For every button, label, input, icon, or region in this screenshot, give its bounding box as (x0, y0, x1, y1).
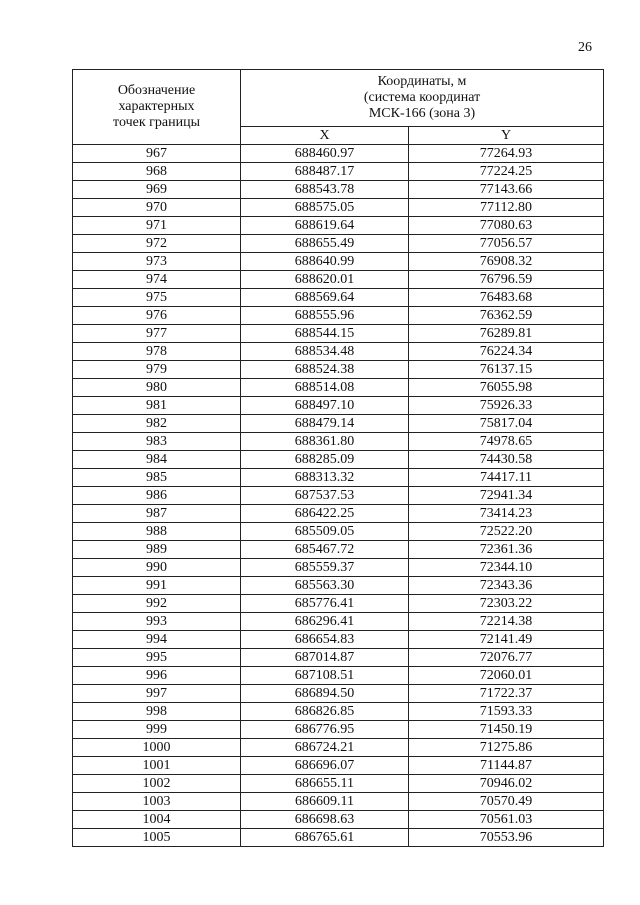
coords-header-line: (система координат (363, 90, 481, 105)
y-cell: 70553.96 (409, 829, 604, 847)
x-cell: 687537.53 (241, 487, 409, 505)
table-row (73, 631, 604, 649)
table-row (73, 739, 604, 757)
y-cell: 71722.37 (409, 685, 604, 703)
x-cell: 688619.64 (241, 217, 409, 235)
table-row (73, 253, 604, 271)
y-cell: 72214.38 (409, 613, 604, 631)
point-cell: 981 (73, 397, 241, 415)
point-cell: 983 (73, 433, 241, 451)
table-row (73, 199, 604, 217)
point-cell: 982 (73, 415, 241, 433)
y-cell: 72941.34 (409, 487, 604, 505)
x-cell: 688555.96 (241, 307, 409, 325)
table-row (73, 811, 604, 829)
x-cell: 688497.10 (241, 397, 409, 415)
point-header-line: точек границы (113, 115, 200, 130)
y-cell: 73414.23 (409, 505, 604, 523)
coordinates-column-header (241, 70, 604, 127)
y-cell: 71450.19 (409, 721, 604, 739)
point-cell: 995 (73, 649, 241, 667)
point-cell: 986 (73, 487, 241, 505)
x-cell: 685776.41 (241, 595, 409, 613)
x-cell: 685559.37 (241, 559, 409, 577)
point-cell: 972 (73, 235, 241, 253)
point-cell: 987 (73, 505, 241, 523)
point-header-line: характерных (118, 99, 195, 114)
y-cell: 77264.93 (409, 145, 604, 163)
x-cell: 687108.51 (241, 667, 409, 685)
point-cell: 984 (73, 451, 241, 469)
x-column-header: X (241, 127, 409, 145)
y-cell: 71144.87 (409, 757, 604, 775)
y-cell: 74430.58 (409, 451, 604, 469)
x-cell: 686698.63 (241, 811, 409, 829)
table-row (73, 703, 604, 721)
coords-header-line: Координаты, м (377, 74, 467, 89)
y-column-header: Y (409, 127, 604, 145)
table-row (73, 163, 604, 181)
x-cell: 686894.50 (241, 685, 409, 703)
x-cell: 688620.01 (241, 271, 409, 289)
y-cell: 76289.81 (409, 325, 604, 343)
x-cell: 688361.80 (241, 433, 409, 451)
point-cell: 990 (73, 559, 241, 577)
y-cell: 70561.03 (409, 811, 604, 829)
point-cell: 977 (73, 325, 241, 343)
point-cell: 993 (73, 613, 241, 631)
point-cell: 969 (73, 181, 241, 199)
point-cell: 1003 (73, 793, 241, 811)
x-cell: 688487.17 (241, 163, 409, 181)
table-row (73, 235, 604, 253)
x-cell: 686696.07 (241, 757, 409, 775)
y-cell: 77056.57 (409, 235, 604, 253)
point-cell: 988 (73, 523, 241, 541)
coords-header-line: МСК-166 (зона 3) (368, 106, 476, 121)
table-row (73, 451, 604, 469)
point-cell: 976 (73, 307, 241, 325)
point-cell: 980 (73, 379, 241, 397)
point-cell: 992 (73, 595, 241, 613)
table-header (73, 70, 604, 145)
x-cell: 688640.99 (241, 253, 409, 271)
table-row (73, 793, 604, 811)
y-cell: 76796.59 (409, 271, 604, 289)
table-row (73, 829, 604, 847)
x-cell: 686826.85 (241, 703, 409, 721)
point-cell: 996 (73, 667, 241, 685)
x-cell: 686654.83 (241, 631, 409, 649)
point-column-header (73, 70, 241, 145)
table-row (73, 343, 604, 361)
y-cell: 76908.32 (409, 253, 604, 271)
y-cell: 74978.65 (409, 433, 604, 451)
point-cell: 989 (73, 541, 241, 559)
x-cell: 688544.15 (241, 325, 409, 343)
table-row (73, 523, 604, 541)
table-row (73, 415, 604, 433)
x-cell: 686296.41 (241, 613, 409, 631)
point-cell: 1001 (73, 757, 241, 775)
table-row (73, 721, 604, 739)
point-cell: 971 (73, 217, 241, 235)
x-cell: 685563.30 (241, 577, 409, 595)
table-row (73, 307, 604, 325)
y-cell: 77143.66 (409, 181, 604, 199)
point-cell: 967 (73, 145, 241, 163)
x-cell: 688655.49 (241, 235, 409, 253)
y-cell: 72141.49 (409, 631, 604, 649)
x-cell: 688524.38 (241, 361, 409, 379)
table-row (73, 649, 604, 667)
y-cell: 70946.02 (409, 775, 604, 793)
table-body (73, 145, 604, 847)
table-row (73, 757, 604, 775)
y-cell: 72522.20 (409, 523, 604, 541)
x-cell: 688569.64 (241, 289, 409, 307)
y-cell: 76224.34 (409, 343, 604, 361)
x-cell: 688313.32 (241, 469, 409, 487)
point-cell: 968 (73, 163, 241, 181)
point-cell: 975 (73, 289, 241, 307)
table-row (73, 559, 604, 577)
table-row (73, 181, 604, 199)
y-cell: 71275.86 (409, 739, 604, 757)
table-row (73, 397, 604, 415)
y-cell: 72060.01 (409, 667, 604, 685)
y-cell: 72343.36 (409, 577, 604, 595)
x-cell: 686422.25 (241, 505, 409, 523)
y-cell: 76137.15 (409, 361, 604, 379)
point-cell: 1000 (73, 739, 241, 757)
table-row (73, 487, 604, 505)
x-cell: 688514.08 (241, 379, 409, 397)
x-cell: 688575.05 (241, 199, 409, 217)
point-header-line: Обозначение (117, 83, 196, 98)
point-cell: 998 (73, 703, 241, 721)
x-cell: 686765.61 (241, 829, 409, 847)
point-cell: 970 (73, 199, 241, 217)
x-cell: 688285.09 (241, 451, 409, 469)
x-cell: 686655.11 (241, 775, 409, 793)
y-cell: 77112.80 (409, 199, 604, 217)
y-cell: 72361.36 (409, 541, 604, 559)
y-cell: 77080.63 (409, 217, 604, 235)
table-row (73, 145, 604, 163)
table-row (73, 775, 604, 793)
x-cell: 688534.48 (241, 343, 409, 361)
point-cell: 1004 (73, 811, 241, 829)
table-row (73, 271, 604, 289)
point-cell: 974 (73, 271, 241, 289)
y-cell: 72076.77 (409, 649, 604, 667)
x-cell: 685509.05 (241, 523, 409, 541)
x-cell: 688479.14 (241, 415, 409, 433)
x-cell: 688543.78 (241, 181, 409, 199)
table-row (73, 469, 604, 487)
table-row (73, 217, 604, 235)
y-cell: 71593.33 (409, 703, 604, 721)
table-row (73, 361, 604, 379)
point-cell: 991 (73, 577, 241, 595)
table-row (73, 379, 604, 397)
y-cell: 76362.59 (409, 307, 604, 325)
table-row (73, 289, 604, 307)
table-row (73, 613, 604, 631)
table-row (73, 667, 604, 685)
x-cell: 688460.97 (241, 145, 409, 163)
x-cell: 686776.95 (241, 721, 409, 739)
y-cell: 74417.11 (409, 469, 604, 487)
page-number: 26 (578, 40, 592, 55)
point-cell: 994 (73, 631, 241, 649)
x-cell: 686609.11 (241, 793, 409, 811)
point-cell: 985 (73, 469, 241, 487)
x-cell: 685467.72 (241, 541, 409, 559)
y-cell: 75926.33 (409, 397, 604, 415)
point-cell: 978 (73, 343, 241, 361)
point-cell: 1005 (73, 829, 241, 847)
point-cell: 997 (73, 685, 241, 703)
table-row (73, 577, 604, 595)
coordinates-table (72, 69, 604, 847)
point-cell: 979 (73, 361, 241, 379)
point-cell: 973 (73, 253, 241, 271)
y-cell: 72303.22 (409, 595, 604, 613)
point-cell: 999 (73, 721, 241, 739)
y-cell: 76055.98 (409, 379, 604, 397)
point-cell: 1002 (73, 775, 241, 793)
table-row (73, 325, 604, 343)
table-row (73, 433, 604, 451)
y-cell: 77224.25 (409, 163, 604, 181)
x-cell: 687014.87 (241, 649, 409, 667)
y-cell: 72344.10 (409, 559, 604, 577)
table-row (73, 505, 604, 523)
x-cell: 686724.21 (241, 739, 409, 757)
y-cell: 70570.49 (409, 793, 604, 811)
table-row (73, 685, 604, 703)
table-row (73, 595, 604, 613)
y-cell: 76483.68 (409, 289, 604, 307)
table-row (73, 541, 604, 559)
y-cell: 75817.04 (409, 415, 604, 433)
